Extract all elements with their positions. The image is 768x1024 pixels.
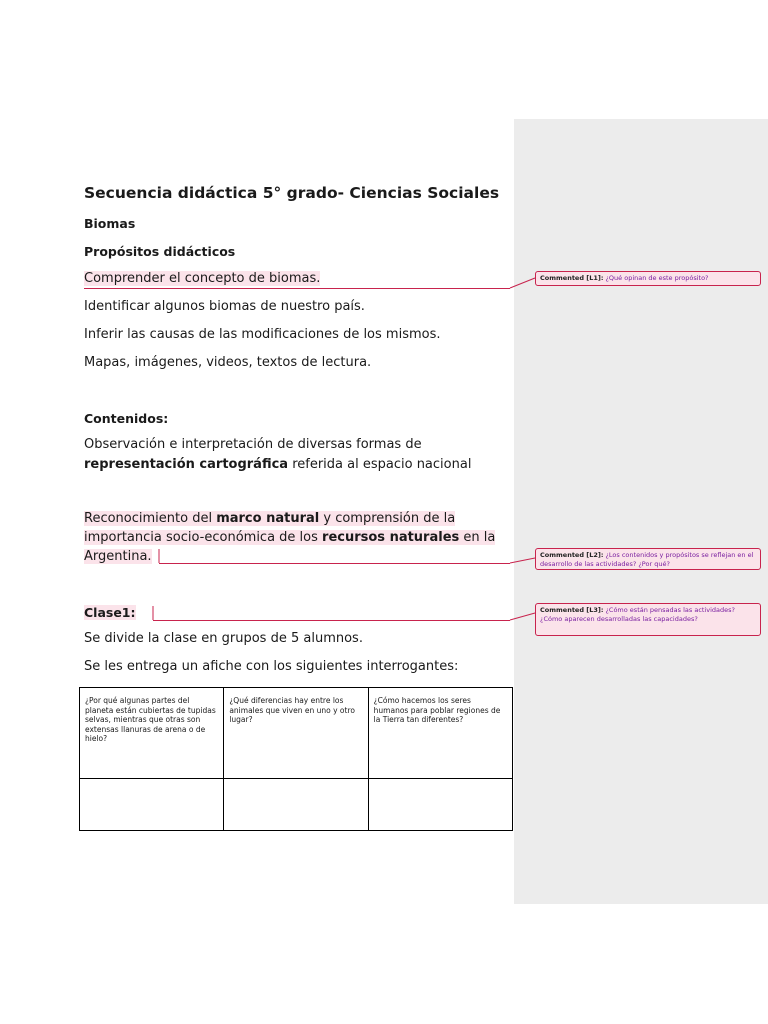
questions-table [79, 687, 513, 831]
class-line-1: Se divide la clase en grupos de 5 alumnos. [84, 631, 363, 646]
purposes-heading: Propósitos didácticos [84, 244, 236, 259]
comment-label-l1: Commented [L1]: [540, 274, 604, 282]
content-2-text-a: Reconocimiento del [84, 511, 217, 526]
table-row-questions [80, 688, 513, 779]
class-line-2: Se les entrega un afiche con los siguientes interrogantes: [84, 659, 459, 674]
connector-l2 [510, 558, 535, 563]
content-2-bold-b: recursos naturales [322, 530, 460, 545]
connector-l3 [510, 613, 535, 620]
connector-l1 [510, 278, 535, 288]
comment-balloon-l2[interactable] [535, 548, 761, 570]
document-title: Secuencia didáctica 5° grado- Ciencias Sociales [84, 184, 500, 202]
content-2-text-c: importancia socio-económica de los [84, 530, 323, 545]
comment-text-l2: ¿Los contenidos y propósitos se reflejan en el desarrollo de las actividades? ¿Por qué? [540, 551, 754, 568]
content-1-line-1: Observación e interpretación de diversas formas de [84, 437, 422, 452]
content-1-bold: representación cartográfica [84, 457, 289, 472]
content-2-text-b: y comprensión de la [319, 511, 456, 526]
comment-text-l3: ¿Cómo están pensadas las actividades? ¿Cómo aparecen desarrolladas las capacidades? [540, 606, 735, 623]
table-cell-question-2: ¿Qué diferencias hay entre los animales que viven en uno y otro lugar? [224, 688, 368, 779]
content-2-text-d: en la [459, 530, 496, 545]
comment-text-l1: ¿Qué opinan de este propósito? [605, 274, 709, 282]
comment-label-l3: Commented [L3]: [540, 606, 604, 614]
commented-text-l3[interactable]: Clase1: [84, 605, 136, 620]
content-1-rest: referida al espacio nacional [288, 457, 472, 472]
commented-text-l2-c[interactable]: Argentina. [84, 549, 152, 564]
subtitle-biomas: Biomas [84, 216, 136, 231]
purpose-item-3: Inferir las causas de las modificaciones de los mismos. [84, 327, 441, 342]
content-2-bold-a: marco natural [216, 511, 320, 526]
purpose-item-4: Mapas, imágenes, videos, textos de lectura. [84, 355, 372, 370]
table-cell-answer-2[interactable] [224, 779, 368, 831]
table-cell-answer-1[interactable] [80, 779, 224, 831]
comment-label-l2: Commented [L2]: [540, 551, 604, 559]
table-row-answers [80, 779, 513, 831]
contents-heading: Contenidos: [84, 411, 169, 426]
commented-text-l1[interactable]: Comprender el concepto de biomas. [84, 271, 321, 286]
table-cell-question-1: ¿Por qué algunas partes del planeta están cubiertas de tupidas selvas, mientras que otras son extensas llanuras de arena o de hielo? [80, 688, 224, 779]
table-cell-question-3: ¿Cómo hacemos los seres humanos para poblar regiones de la Tierra tan diferentes? [368, 688, 512, 779]
comment-balloon-l3[interactable] [535, 603, 761, 636]
table-cell-answer-3[interactable] [368, 779, 512, 831]
comment-balloon-l1[interactable] [535, 271, 761, 286]
purpose-item-2: Identificar algunos biomas de nuestro país. [84, 299, 365, 314]
